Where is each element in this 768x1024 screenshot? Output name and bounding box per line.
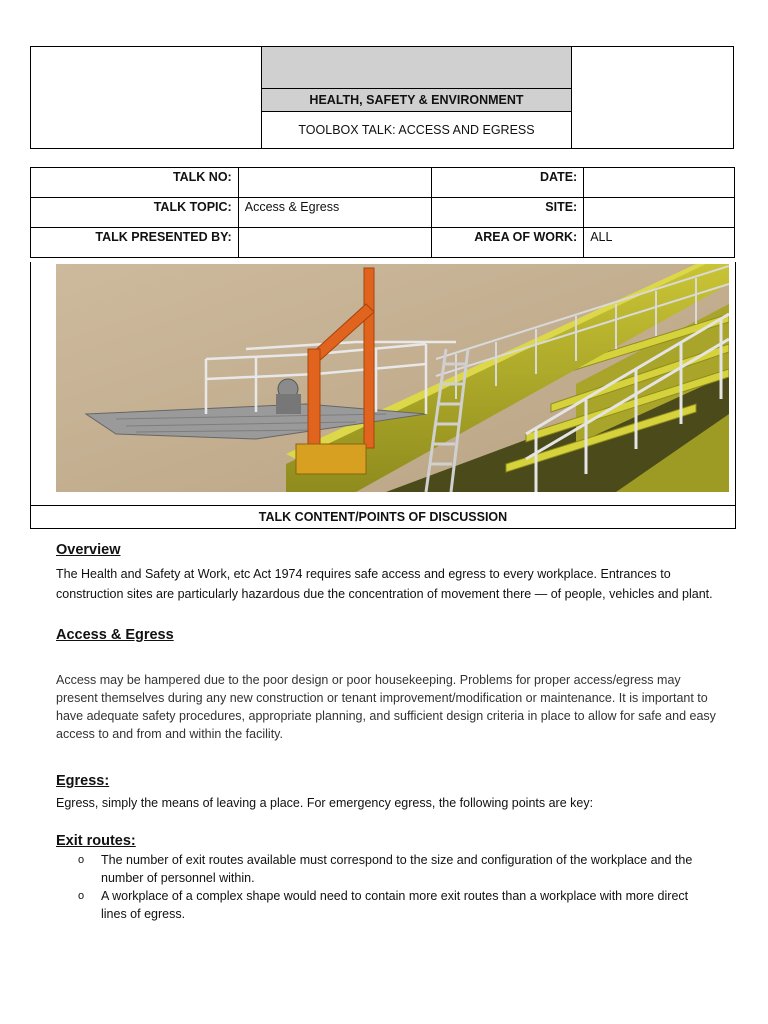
list-item [56, 888, 716, 923]
exit-routes-list [56, 852, 716, 924]
site-field[interactable] [584, 198, 735, 228]
area-of-work-field[interactable]: ALL [584, 228, 735, 258]
overview-text: The Health and Safety at Work, etc Act 1974 requires safe access and egress to every workplace. Entrances to construction sites are particularly hazardous due the concentration of movement there — of people, vehicles and plant. [56, 567, 713, 601]
talk-topic-field[interactable]: Access & Egress [238, 198, 432, 228]
talk-info-table [30, 167, 735, 258]
list-item-text: A workplace of a complex shape would need to contain more exit routes than a workplace with more direct lines of egress. [101, 889, 689, 921]
talk-no-field[interactable] [238, 168, 432, 198]
circle-bullet-icon: o [78, 890, 85, 902]
presented-by-label: TALK PRESENTED BY: [31, 228, 239, 258]
list-item-text: The number of exit routes available must correspond to the size and configuration of the workplace and the number of personnel within. [101, 853, 693, 885]
date-label: DATE: [432, 168, 584, 198]
site-label: SITE: [432, 198, 584, 228]
exit-routes-heading: Exit routes: [56, 833, 136, 849]
access-egress-heading: Access & Egress [56, 627, 174, 643]
table-row [31, 168, 735, 198]
presented-by-field[interactable] [238, 228, 432, 258]
egress-heading: Egress: [56, 773, 110, 789]
talk-topic-label: TALK TOPIC: [31, 198, 239, 228]
table-row [31, 198, 735, 228]
list-item [56, 852, 716, 887]
egress-text: Egress, simply the means of leaving a place. For emergency egress, the following points are key: [56, 796, 594, 810]
document-title: TOOLBOX TALK: ACCESS AND EGRESS [298, 123, 535, 137]
access-platform-illustration [56, 264, 729, 492]
access-egress-text: Access may be hampered due to the poor design or poor housekeeping. Problems for proper access/egress may present themselves during any new construction or tenant improvement/modification or maintenance. It is important to have adequate safety procedures, appropriate planning, and sufficient design criteria in place to allow for safe and easy access to and from and within the facility. [56, 673, 716, 741]
department-title: HEALTH, SAFETY & ENVIRONMENT [262, 89, 571, 112]
date-field[interactable] [584, 168, 735, 198]
area-of-work-label: AREA OF WORK: [432, 228, 584, 258]
overview-heading: Overview [56, 542, 121, 558]
circle-bullet-icon: o [78, 854, 85, 866]
header-grey-band [262, 47, 571, 89]
talk-no-label: TALK NO: [31, 168, 239, 198]
table-row [31, 228, 735, 258]
talk-content-heading: TALK CONTENT/POINTS OF DISCUSSION [30, 505, 736, 529]
